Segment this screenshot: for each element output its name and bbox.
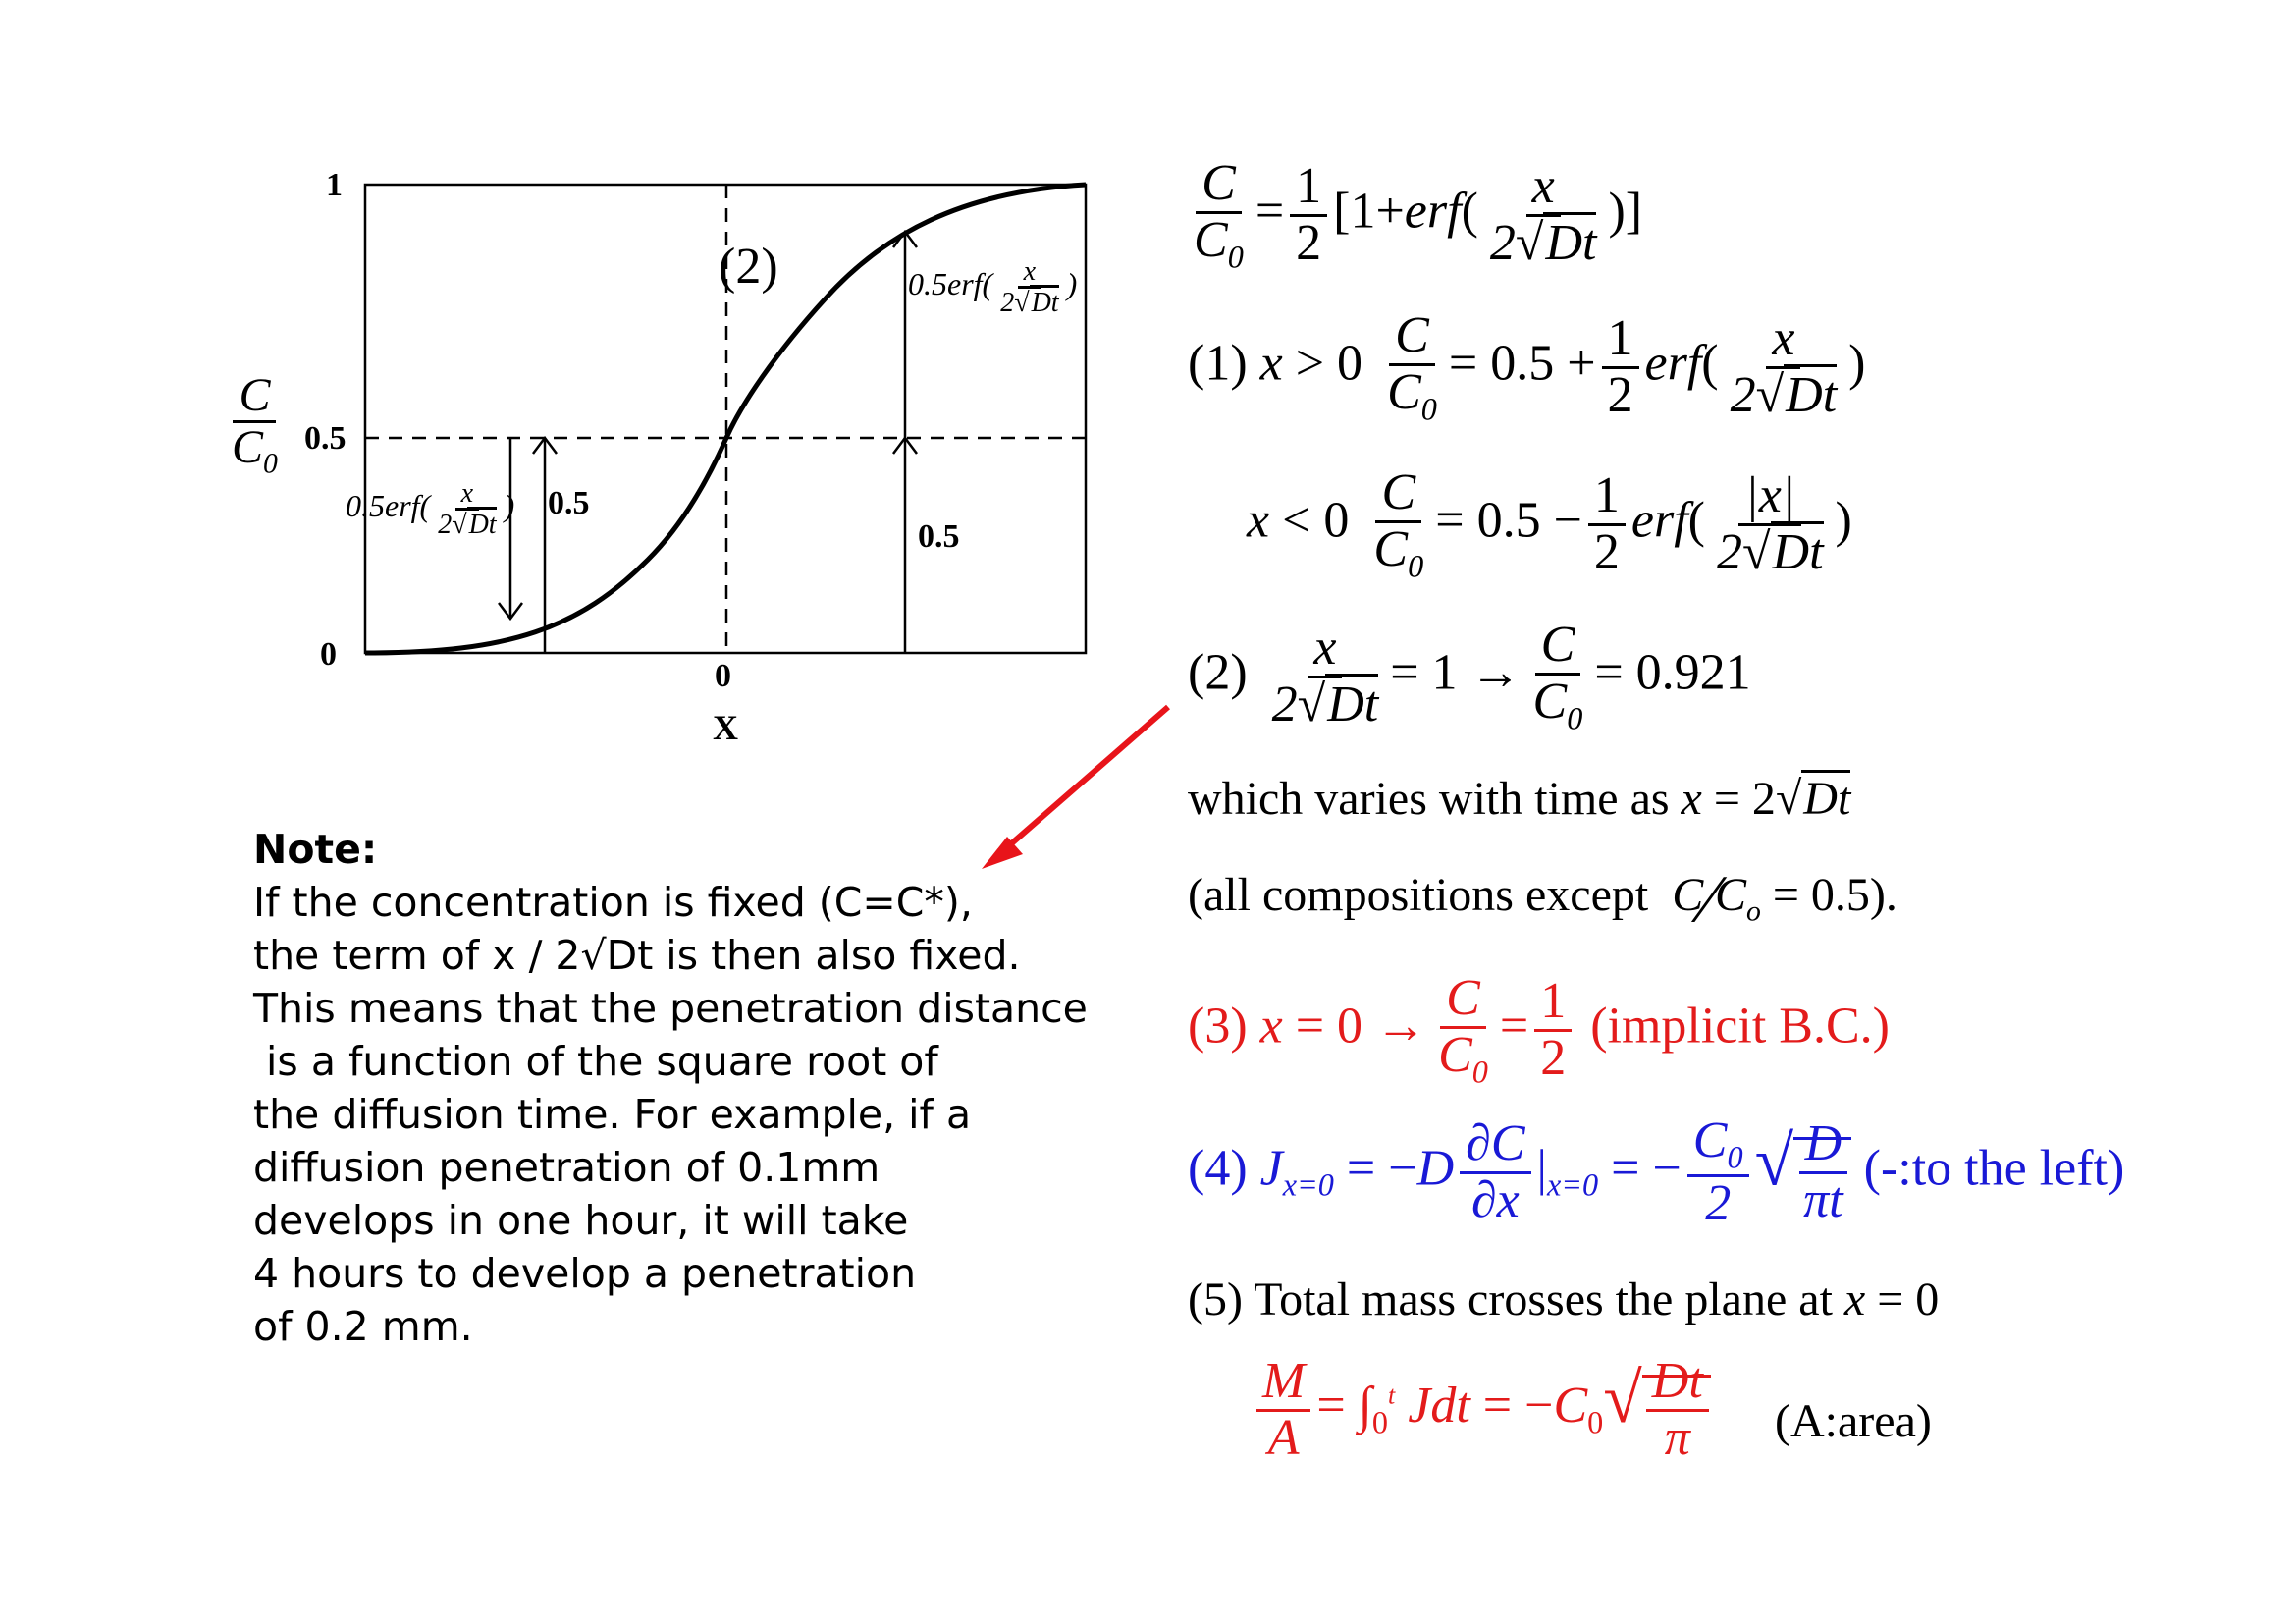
left-value-bold: 0.5 bbox=[548, 485, 590, 521]
note-line-5: the diffusion time. For example, if a bbox=[253, 1091, 972, 1138]
equation-5-mass: $\frac{M}{A}$ = $\int_0^t$ Jdt = $-C_0√$ $\frac{Dt}{\pi}$ bbox=[1256, 1355, 1711, 1465]
equation-1-negative: x < 0 $\frac{C}{C_0}$ = 0.5 − $\frac{1}{2}$ erf( $\frac{|x|}{2√Dt}$ ) bbox=[1247, 464, 1852, 583]
note-line-6: diffusion penetration of 0.1mm bbox=[253, 1144, 881, 1191]
x-tick-0: 0 bbox=[715, 658, 731, 694]
y-tick-0: 0 bbox=[320, 636, 337, 673]
note-title: Note: bbox=[253, 826, 378, 873]
equation-2: (2) $\frac{x}{2√Dt}$ = 1 → $\frac{C}{C_0}$ = 0.921 bbox=[1188, 617, 1751, 735]
note-line-4: is a function of the square root of bbox=[253, 1038, 938, 1085]
region-2-label: (2) bbox=[719, 239, 778, 295]
y-tick-1: 1 bbox=[326, 167, 343, 203]
left-erf-label: 0.5erf( $\frac{x}{2√Dt}$ ) bbox=[346, 478, 515, 541]
right-upper-erf-label: 0.5erf( $\frac{x}{2√Dt}$ ) bbox=[908, 256, 1078, 319]
equation-5-text: (5) Total mass crosses the plane at x = 0 bbox=[1188, 1273, 1940, 1326]
x-axis-label: X bbox=[713, 708, 738, 747]
note-line-3: This means that the penetration distance bbox=[253, 985, 1088, 1032]
note-line-2: the term of x / 2√Dt is then also fixed. bbox=[253, 932, 1021, 979]
note-line-1: If the concentration is fixed (C=C*), bbox=[253, 879, 973, 926]
equation-4: (4) $J_{x=0} = -D$ $\frac{\partial C}{\partial x}$ $|_{x=0}$ = − $\frac{C_0}{2}$ √ $\frac{D}{\pi t}$ (-:to the left) bbox=[1188, 1112, 2125, 1232]
y-axis-label: $\frac{C}{C_0}$ bbox=[232, 369, 278, 480]
all-compositions-line: (all compositions except $C⁄C_o = 0.5$). bbox=[1188, 862, 1897, 938]
right-lower-value: 0.5 bbox=[918, 518, 960, 555]
equation-1-positive: (1) x > 0 $\frac{C}{C_0}$ = 0.5 + $\frac{1}{2}$ erf( $\frac{x}{2√Dt}$ ) bbox=[1188, 307, 1866, 426]
equation-5-area-note: (A:area) bbox=[1775, 1395, 1932, 1447]
note-line-8: 4 hours to develop a penetration bbox=[253, 1250, 917, 1297]
main-equation: $\frac{C}{C_0}$ = $\frac{1}{2}$ [1+erf( $\frac{x}{2√Dt}$ )] bbox=[1194, 155, 1643, 274]
varies-with-time-line: which varies with time as x = 2√Dt bbox=[1188, 776, 1850, 823]
note-block bbox=[253, 823, 1088, 1353]
y-tick-0.5: 0.5 bbox=[304, 420, 347, 457]
note-line-7: develops in one hour, it will take bbox=[253, 1197, 909, 1244]
note-line-9: of 0.2 mm. bbox=[253, 1303, 473, 1350]
equation-3: (3) x = 0 → $\frac{C}{C_0}$ = $\frac{1}{2}$ (implicit B.C.) bbox=[1188, 970, 1890, 1089]
